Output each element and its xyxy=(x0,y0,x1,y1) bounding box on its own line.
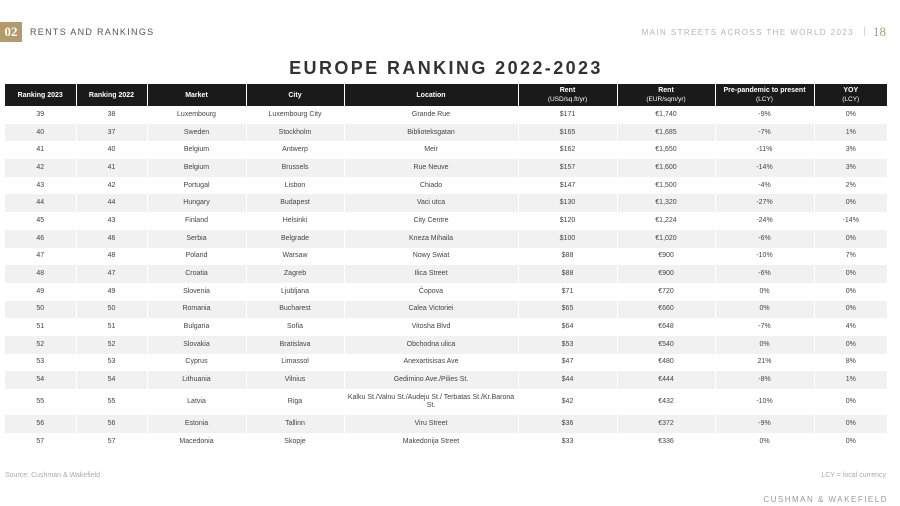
table-cell: $33 xyxy=(518,433,617,451)
table-cell: €540 xyxy=(617,336,715,354)
table-cell: Meir xyxy=(344,141,518,159)
table-cell: $157 xyxy=(518,159,617,177)
table-cell: Viru Street xyxy=(344,415,518,433)
table-cell: 7% xyxy=(814,248,887,266)
section-number-badge: 02 xyxy=(0,22,22,42)
table-cell: -10% xyxy=(715,248,814,266)
table-cell: €900 xyxy=(617,248,715,266)
table-row xyxy=(5,248,887,266)
table-cell: -7% xyxy=(715,124,814,142)
table-cell: Bratislava xyxy=(246,336,344,354)
table-cell: 52 xyxy=(76,336,147,354)
table-cell: 0% xyxy=(814,336,887,354)
table-cell: 43 xyxy=(76,212,147,230)
table-cell: €1,500 xyxy=(617,177,715,195)
table-cell: -4% xyxy=(715,177,814,195)
table-cell: Belgium xyxy=(147,159,246,177)
table-cell: Slovakia xyxy=(147,336,246,354)
column-header xyxy=(814,84,887,106)
table-cell: 55 xyxy=(76,389,147,415)
table-cell: €444 xyxy=(617,371,715,389)
table-cell: 55 xyxy=(36,398,45,405)
table-cell: 45 xyxy=(36,216,45,224)
table-cell: €720 xyxy=(617,283,715,301)
table-cell: 21% xyxy=(715,354,814,372)
column-header xyxy=(147,84,246,106)
table-cell: 50 xyxy=(76,301,147,319)
table-cell: Luxembourg xyxy=(147,106,246,124)
table-cell: 51 xyxy=(76,318,147,336)
table-cell: Tallinn xyxy=(246,415,344,433)
table-cell: -14% xyxy=(814,212,887,230)
table-cell: €1,685 xyxy=(617,124,715,142)
table-cell: Romania xyxy=(147,301,246,319)
section-label: RENTS AND RANKINGS xyxy=(30,27,155,37)
table-cell: Helsinki xyxy=(246,212,344,230)
table-cell: 49 xyxy=(76,283,147,301)
document-title: MAIN STREETS ACROSS THE WORLD 2023 xyxy=(641,28,854,37)
table-cell: -9% xyxy=(715,415,814,433)
table-cell: Rue Neuve xyxy=(344,159,518,177)
table-cell: $53 xyxy=(518,336,617,354)
table-cell: 41 xyxy=(36,146,45,154)
column-header xyxy=(76,84,147,106)
column-header-label: Pre-pandemic to present xyxy=(723,87,806,94)
table-header-row xyxy=(5,84,887,106)
table-cell: $36 xyxy=(518,415,617,433)
table-cell: €480 xyxy=(617,354,715,372)
table-cell: 53 xyxy=(76,354,147,372)
table-cell: Vaci utca xyxy=(344,194,518,212)
table-cell: 0% xyxy=(814,301,887,319)
table-cell: 42 xyxy=(76,177,147,195)
table-cell: Obchodna ulica xyxy=(344,336,518,354)
table-cell: 53 xyxy=(36,358,45,366)
column-header xyxy=(246,84,344,106)
table-row xyxy=(5,177,887,195)
page-number: 18 xyxy=(873,24,886,39)
table-cell: $42 xyxy=(518,389,617,415)
table-cell: Bucharest xyxy=(246,301,344,319)
table-row xyxy=(5,336,887,354)
table-cell: -6% xyxy=(715,230,814,248)
table-row xyxy=(5,354,887,372)
table-cell: $65 xyxy=(518,301,617,319)
table-cell: Bulgaria xyxy=(147,318,246,336)
table-cell: -27% xyxy=(715,194,814,212)
table-row xyxy=(5,124,887,142)
table-cell: €336 xyxy=(617,433,715,451)
table-cell: Brussels xyxy=(246,159,344,177)
column-header xyxy=(715,84,814,106)
table-cell: 8% xyxy=(814,354,887,372)
column-header-label: YOY xyxy=(843,87,859,94)
table-cell: 0% xyxy=(715,301,814,319)
table-cell: Croatia xyxy=(147,265,246,283)
table-cell: 0% xyxy=(814,230,887,248)
table-cell: 54 xyxy=(76,371,147,389)
table-cell: Anexartisisas Ave xyxy=(344,354,518,372)
table-cell: 54 xyxy=(5,371,76,389)
table-cell: 43 xyxy=(36,181,45,189)
table-cell: Makedonija Street xyxy=(344,433,518,451)
table-cell: $64 xyxy=(518,318,617,336)
column-header-unit: (USD/sq.ft/yr) xyxy=(547,96,588,103)
table-cell: Luxembourg City xyxy=(246,106,344,124)
table-cell: $100 xyxy=(518,230,617,248)
column-header-label: Market xyxy=(185,91,208,99)
table-cell: $171 xyxy=(518,106,617,124)
table-cell: $88 xyxy=(518,248,617,266)
table-cell: Finland xyxy=(147,212,246,230)
table-cell: €432 xyxy=(617,389,715,415)
table-cell: Ljubljana xyxy=(246,283,344,301)
table-cell: Cyprus xyxy=(147,354,246,372)
page-title: EUROPE RANKING 2022-2023 xyxy=(289,58,603,78)
column-header xyxy=(617,84,715,106)
table-cell: Poland xyxy=(147,248,246,266)
table-cell: -14% xyxy=(715,159,814,177)
table-cell: Kneza Mihaila xyxy=(344,230,518,248)
table-cell: Slovenia xyxy=(147,283,246,301)
table-cell: 40 xyxy=(76,141,147,159)
table-cell: €1,020 xyxy=(617,230,715,248)
table-cell: 4% xyxy=(814,318,887,336)
table-cell: Estonia xyxy=(147,415,246,433)
table-cell: 39 xyxy=(36,110,45,118)
table-row xyxy=(5,371,887,389)
table-body xyxy=(5,106,887,450)
table-cell: 0% xyxy=(814,389,887,415)
table-cell: €372 xyxy=(617,415,715,433)
table-row xyxy=(5,283,887,301)
table-cell: 0% xyxy=(715,336,814,354)
table-cell: 0% xyxy=(814,194,887,212)
table-cell: 0% xyxy=(814,433,887,451)
source-note: Source: Cushman & Wakefield xyxy=(5,472,101,479)
table-row xyxy=(5,265,887,283)
table-cell: Lisbon xyxy=(246,177,344,195)
table-cell: Hungary xyxy=(147,194,246,212)
table-cell: 0% xyxy=(814,415,887,433)
column-header-label: City xyxy=(288,91,302,99)
table-cell: Sweden xyxy=(147,124,246,142)
table-cell: 3% xyxy=(814,159,887,177)
table-cell: €1,600 xyxy=(617,159,715,177)
table-cell: $71 xyxy=(518,283,617,301)
table-cell: 42 xyxy=(5,159,76,177)
table-cell: Lithuania xyxy=(147,371,246,389)
table-cell: Riga xyxy=(246,389,344,415)
table-cell: 0% xyxy=(715,283,814,301)
table-cell: Grande Rue xyxy=(344,106,518,124)
table-row xyxy=(5,433,887,451)
column-header-label: Ranking 2023 xyxy=(17,91,63,99)
column-header xyxy=(5,84,76,106)
table-cell: $120 xyxy=(518,212,617,230)
table-cell: Skopje xyxy=(246,433,344,451)
table-cell: 0% xyxy=(715,433,814,451)
table-row xyxy=(5,141,887,159)
table-cell: Čopova xyxy=(344,283,518,301)
table-cell: Kalku St./Valnu St./Audeju St./ Terbatas St./Kr.Barona St. xyxy=(344,389,518,415)
table-cell: $165 xyxy=(518,124,617,142)
table-cell: 2% xyxy=(814,177,887,195)
column-header-unit: (LCY) xyxy=(756,96,773,103)
table-cell: $44 xyxy=(518,371,617,389)
table-cell: 57 xyxy=(36,437,45,445)
column-header-label: Location xyxy=(416,91,446,99)
table-cell: Vilnius xyxy=(246,371,344,389)
table-cell: $162 xyxy=(518,141,617,159)
table-cell: Ilica Street xyxy=(344,265,518,283)
table-cell: -24% xyxy=(715,212,814,230)
column-header xyxy=(518,84,617,106)
table-cell: 38 xyxy=(76,106,147,124)
table-cell: 41 xyxy=(76,159,147,177)
column-header-label: Ranking 2022 xyxy=(88,91,135,99)
table-row xyxy=(5,318,887,336)
table-cell: €648 xyxy=(617,318,715,336)
table-cell: 51 xyxy=(36,323,45,331)
table-cell: 1% xyxy=(814,124,887,142)
column-header xyxy=(344,84,518,106)
table-cell: City Centre xyxy=(344,212,518,230)
table-cell: Latvia xyxy=(147,389,246,415)
table-cell: Macedonia xyxy=(147,433,246,451)
table-cell: Calea Victoriei xyxy=(344,301,518,319)
table-row xyxy=(5,301,887,319)
brand-wordmark: CUSHMAN & WAKEFIELD xyxy=(763,495,888,504)
table-cell: 46 xyxy=(5,230,76,248)
table-cell: -10% xyxy=(715,389,814,415)
table-cell: -7% xyxy=(715,318,814,336)
table-cell: €660 xyxy=(617,301,715,319)
table-cell: Portugal xyxy=(147,177,246,195)
table-cell: €1,740 xyxy=(617,106,715,124)
table-cell: €1,320 xyxy=(617,194,715,212)
table-cell: 0% xyxy=(814,283,887,301)
table-row xyxy=(5,212,887,230)
table-cell: 48 xyxy=(5,265,76,283)
table-cell: 44 xyxy=(5,194,76,212)
table-cell: 56 xyxy=(5,415,76,433)
column-header-unit: (LCY) xyxy=(842,96,860,103)
table-cell: Gedimino Ave./Pilies St. xyxy=(344,371,518,389)
table-row xyxy=(5,159,887,177)
table-cell: Warsaw xyxy=(246,248,344,266)
table-cell: €900 xyxy=(617,265,715,283)
column-header-unit: (EUR/sqm/yr) xyxy=(646,96,686,103)
table-cell: 44 xyxy=(76,194,147,212)
table-cell: 56 xyxy=(76,415,147,433)
table-cell: -6% xyxy=(715,265,814,283)
table-cell: Chiado xyxy=(344,177,518,195)
table-cell: Sofia xyxy=(246,318,344,336)
table-cell: 48 xyxy=(76,248,147,266)
table-cell: Vitosha Blvd xyxy=(344,318,518,336)
header-separator: | xyxy=(863,26,866,37)
column-header-label: Rent xyxy=(658,87,674,94)
table-cell: 0% xyxy=(814,265,887,283)
table-row xyxy=(5,230,887,248)
table-cell: 0% xyxy=(814,106,887,124)
table-cell: Nowy Swiat xyxy=(344,248,518,266)
table-row xyxy=(5,106,887,124)
table-row xyxy=(5,194,887,212)
table-cell: Antwerp xyxy=(246,141,344,159)
table-cell: 49 xyxy=(36,287,45,295)
table-cell: 52 xyxy=(5,336,76,354)
table-row xyxy=(5,415,887,433)
table-cell: 37 xyxy=(76,124,147,142)
table-cell: 47 xyxy=(36,252,45,260)
table-cell: -9% xyxy=(715,106,814,124)
table-cell: Zagreb xyxy=(246,265,344,283)
table-cell: Limassol xyxy=(246,354,344,372)
table-cell: 3% xyxy=(814,141,887,159)
ranking-table xyxy=(5,84,887,450)
table-cell: 1% xyxy=(814,371,887,389)
table-cell: 57 xyxy=(76,433,147,451)
table-cell: $130 xyxy=(518,194,617,212)
table-cell: -8% xyxy=(715,371,814,389)
table-cell: Serbia xyxy=(147,230,246,248)
table-cell: Belgrade xyxy=(246,230,344,248)
table-cell: $47 xyxy=(518,354,617,372)
table-cell: Stockholm xyxy=(246,124,344,142)
table-cell: Belgium xyxy=(147,141,246,159)
column-header-label: Rent xyxy=(559,87,576,94)
table-cell: 46 xyxy=(76,230,147,248)
table-cell: Budapest xyxy=(246,194,344,212)
table-cell: $88 xyxy=(518,265,617,283)
table-cell: 47 xyxy=(76,265,147,283)
currency-note: LCY = local currency xyxy=(821,472,886,479)
table-cell: -11% xyxy=(715,141,814,159)
table-row xyxy=(5,389,887,415)
table-cell: 40 xyxy=(5,124,76,142)
table-cell: Biblioteksgatan xyxy=(344,124,518,142)
table-cell: $147 xyxy=(518,177,617,195)
table-cell: 50 xyxy=(5,301,76,319)
table-cell: €1,650 xyxy=(617,141,715,159)
table-cell: €1,224 xyxy=(617,212,715,230)
